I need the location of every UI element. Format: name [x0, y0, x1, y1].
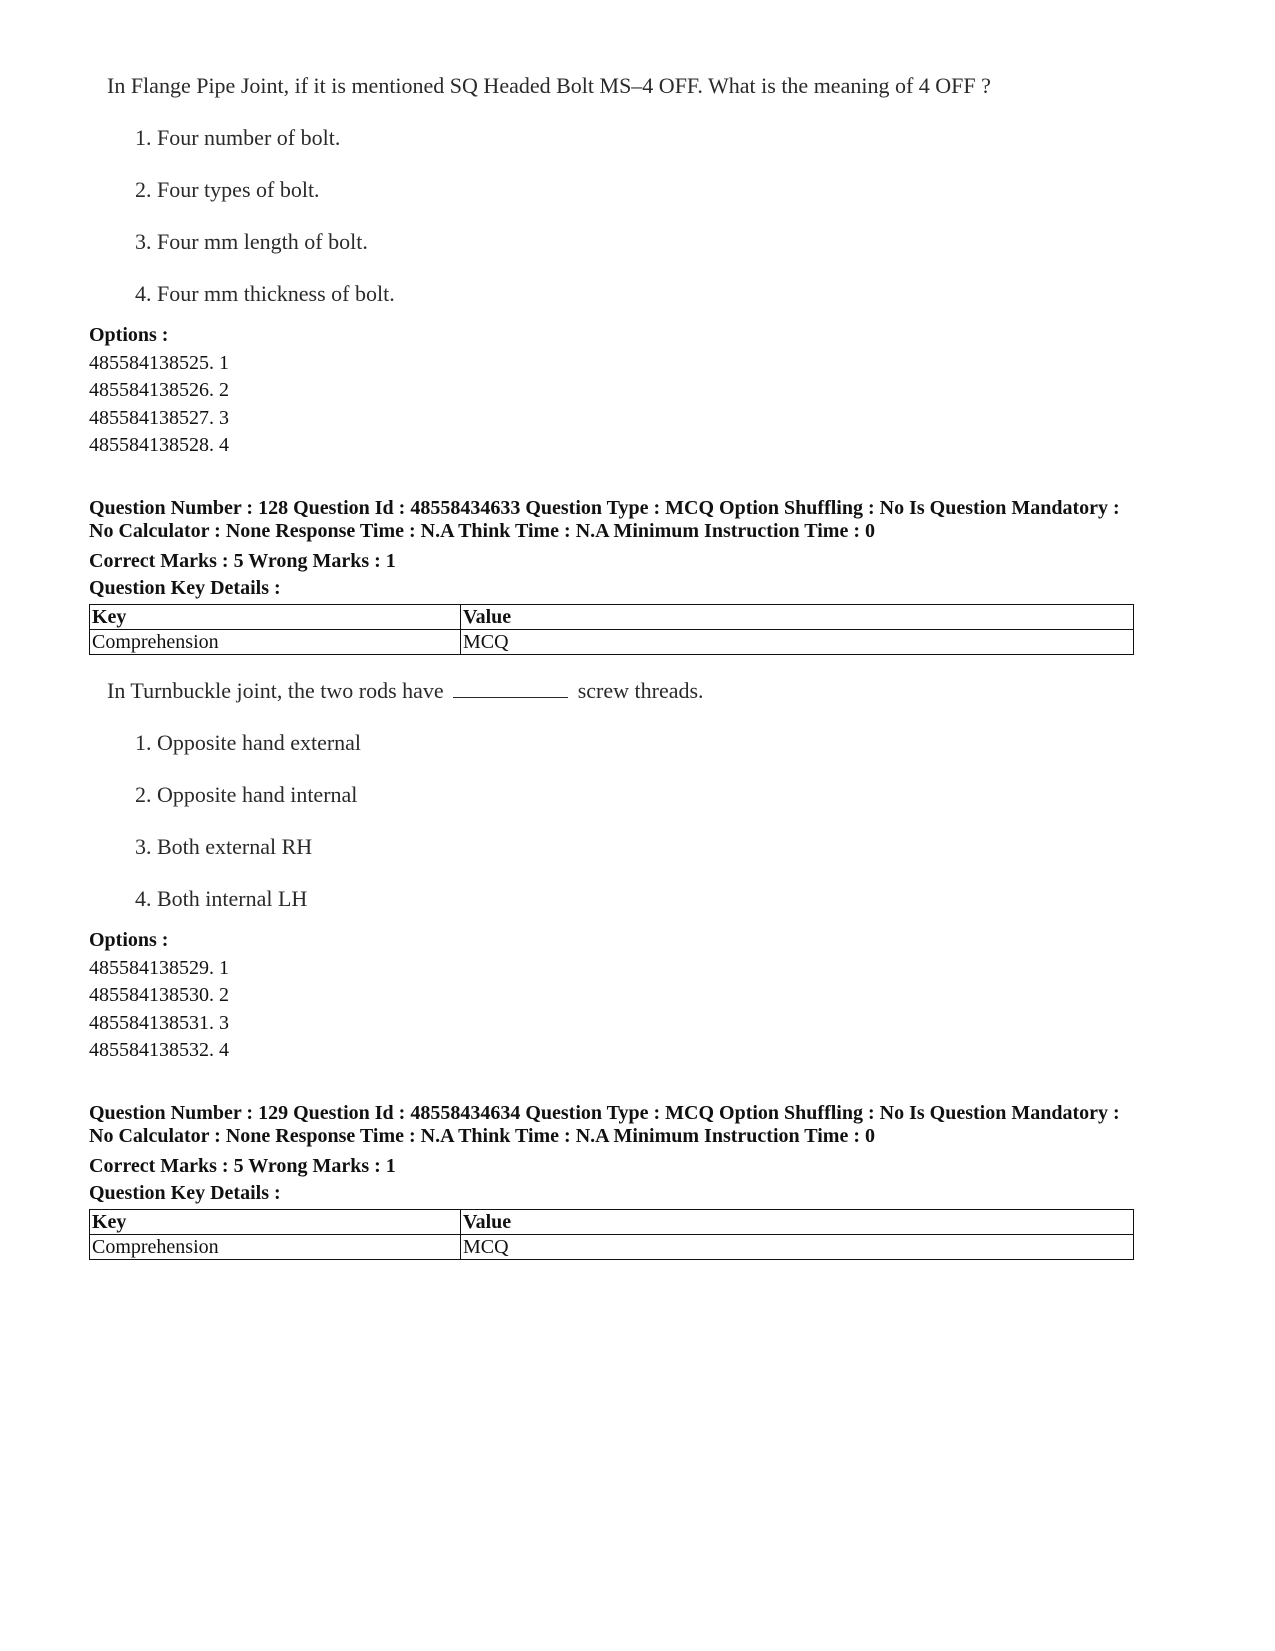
options-list — [89, 322, 229, 460]
options-heading: Options : — [89, 929, 169, 951]
table-cell: Comprehension — [90, 630, 461, 655]
key-details-table — [89, 1209, 1134, 1260]
table-header-row — [90, 605, 1134, 630]
choice-item: 4. Four mm thickness of bolt. — [135, 281, 395, 306]
choice-item: 2. Four types of bolt. — [135, 177, 320, 202]
question-128-meta — [89, 497, 1149, 602]
option-item: 485584138526. 2 — [89, 379, 229, 401]
table-cell: MCQ — [461, 630, 1134, 655]
stem-text-before: In Turnbuckle joint, the two rods have — [107, 678, 444, 703]
question-meta-line: No Calculator : None Response Time : N.A Think Time : N.A Minimum Instruction Time : 0 — [89, 520, 875, 542]
question-127-image — [107, 73, 1107, 306]
option-item: 485584138531. 3 — [89, 1011, 229, 1034]
table-header-cell: Value — [461, 605, 1134, 630]
question-meta-line: Question Number : 129 Question Id : 48558434634 Question Type : MCQ Option Shuffling : No Is Question Mandatory : — [89, 1102, 1120, 1124]
table-cell: MCQ — [461, 1235, 1134, 1260]
question-stem: In Flange Pipe Joint, if it is mentioned SQ Headed Bolt MS–4 OFF. What is the meaning of 4 OFF ? — [107, 73, 991, 98]
choice-item: 2. Opposite hand internal — [135, 782, 358, 807]
options-heading: Options : — [89, 324, 169, 346]
table-header-cell: Key — [90, 605, 461, 630]
option-item: 485584138530. 2 — [89, 984, 229, 1006]
question-meta-line: No Calculator : None Response Time : N.A Think Time : N.A Minimum Instruction Time : 0 — [89, 1125, 875, 1147]
stem-text-after: screw threads. — [577, 678, 704, 703]
table-header-row — [90, 1210, 1134, 1235]
choice-item: 3. Both external RH — [135, 834, 313, 859]
question-meta-line: Question Number : 128 Question Id : 48558434633 Question Type : MCQ Option Shuffling : No Is Question Mandatory : — [89, 497, 1120, 519]
option-item: 485584138527. 3 — [89, 406, 229, 429]
choice-item: 1. Four number of bolt. — [135, 125, 341, 150]
choice-item: 1. Opposite hand external — [135, 730, 362, 755]
option-item: 485584138532. 4 — [89, 1039, 229, 1061]
key-details-label: Question Key Details : — [89, 1182, 281, 1204]
table-row — [90, 1235, 1134, 1260]
question-128-image — [107, 678, 1107, 911]
question-stem — [107, 678, 1107, 704]
table-header-cell: Value — [461, 1210, 1134, 1235]
choice-item: 4. Both internal LH — [135, 886, 308, 911]
option-item: 485584138528. 4 — [89, 434, 229, 456]
key-details-table — [89, 604, 1134, 655]
table-row — [90, 630, 1134, 655]
choice-item: 3. Four mm length of bolt. — [135, 229, 368, 254]
option-item: 485584138529. 1 — [89, 956, 229, 979]
table-header-cell: Key — [90, 1210, 461, 1235]
table-cell: Comprehension — [90, 1235, 461, 1260]
option-item: 485584138525. 1 — [89, 351, 229, 374]
question-129-meta — [89, 1102, 1149, 1207]
key-details-label: Question Key Details : — [89, 577, 281, 599]
marks-line: Correct Marks : 5 Wrong Marks : 1 — [89, 1155, 396, 1177]
fill-in-blank — [453, 679, 568, 698]
options-list — [89, 927, 229, 1065]
marks-line: Correct Marks : 5 Wrong Marks : 1 — [89, 550, 396, 572]
